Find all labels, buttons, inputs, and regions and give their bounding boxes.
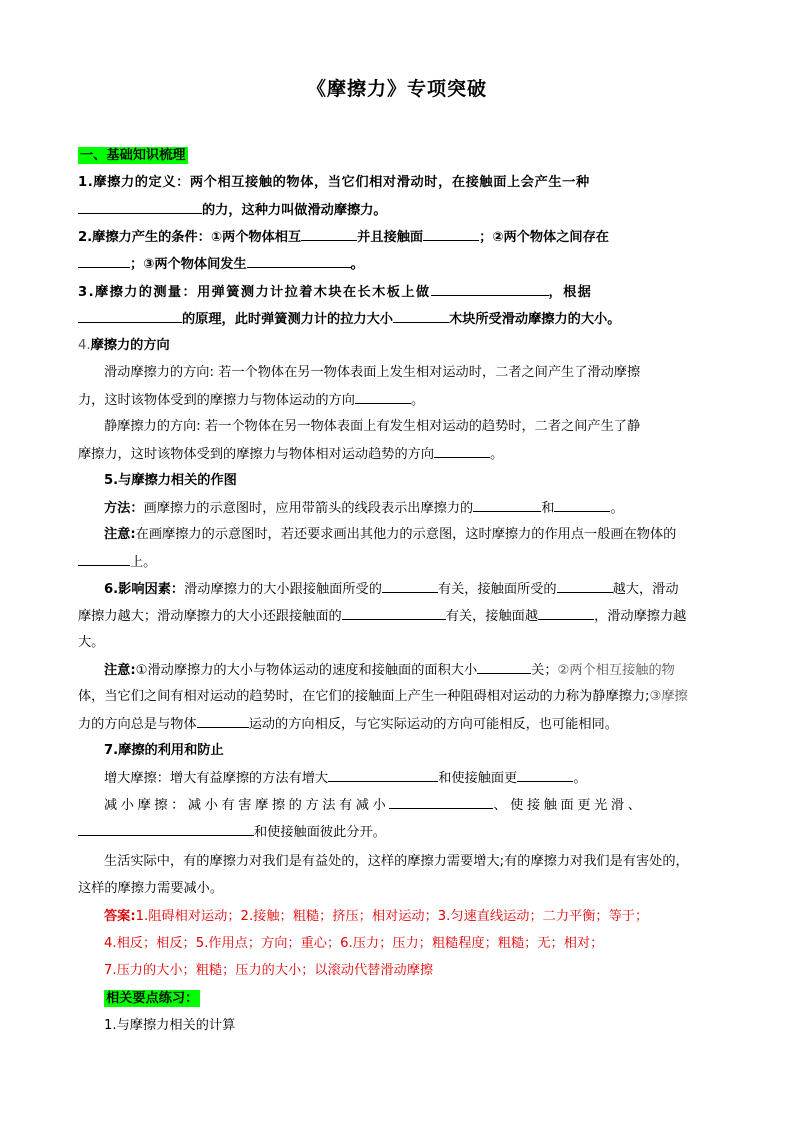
blank <box>477 660 531 674</box>
blank <box>423 227 479 241</box>
item-4-heading: 4.摩擦力的方向 <box>78 338 170 353</box>
blank <box>78 309 182 323</box>
item-7-decrease-line-2: 和使接触面彼此分开。 <box>78 822 718 843</box>
answer-line-2: 4.相反；相反；5.作用点；方向；重心；6.压力；压力；粗糙程度；粗糙；无；相对； <box>104 936 604 951</box>
page-title: 《摩擦力》专项突破 <box>306 78 487 100</box>
blank <box>247 254 351 268</box>
blank <box>342 606 446 620</box>
blank <box>197 714 249 728</box>
blank <box>431 282 549 296</box>
blank <box>389 795 493 809</box>
note-line-2: 体，当它们之间有相对运动的趋势时，在它们的接触面上产生一种阻碍相对运动的力称为静摩擦力;③摩擦 <box>78 689 688 704</box>
item-7-life-line-1: 生活实际中，有的摩擦力对我们是有益处的，这样的摩擦力需要增大;有的摩擦力对我们是有害处的， <box>104 854 689 869</box>
blank <box>78 254 130 268</box>
item-5-heading: 5.与摩擦力相关的作图 <box>104 473 237 488</box>
item-3-line-1: 3.摩擦力的测量：用弹簧测力计拉着木块在长木板上做 ，根据 <box>78 282 718 303</box>
answer-line-3: 7.压力的大小；粗糙；压力的大小；以滚动代替滑动摩擦 <box>104 963 434 978</box>
answer-line-1: 答案:1.阻碍相对运动；2.接触；粗糙；挤压；相对运动；3.匀速直线运动；二力平衡；等于； <box>104 909 649 924</box>
practice-subheading-1: 1.与摩擦力相关的计算 <box>104 1018 236 1033</box>
item-6-line-2: 摩擦力越大；滑动摩擦力的大小还跟接触面的 有关，接触面越 ，滑动摩擦力越 <box>78 606 718 627</box>
item-7-heading: 7.摩擦的利用和防止 <box>104 743 224 758</box>
item-5-note-line-2: 上。 <box>78 552 718 573</box>
blank <box>557 579 613 593</box>
note-line-1: 注意:①滑动摩擦力的大小与物体运动的速度和接触面的面积大小 关；②两个相互接触的物 <box>104 660 718 681</box>
blank <box>393 309 449 323</box>
item-1-line-1: 1.摩擦力的定义：两个相互接触的物体，当它们相对滑动时，在接触面上会产生一种 <box>78 175 590 190</box>
item-6-line-1: 6.影响因素：滑动摩擦力的大小跟接触面所受的 有关，接触面所受的 越大，滑动 <box>104 579 718 600</box>
blank <box>554 498 610 512</box>
item-2-line-1: 2.摩擦力产生的条件：①两个物体相互 并且接触面 ；②两个物体之间存在 <box>78 227 718 248</box>
item-4-static-line-1: 静摩擦力的方向: 若一个物体在另一物体表面上有发生相对运动的趋势时，二者之间产生了静 <box>104 419 641 434</box>
blank <box>78 822 254 836</box>
section-heading-basics: 一、基础知识梳理 <box>80 148 186 163</box>
item-4-sliding-line-1: 滑动摩擦力的方向: 若一个物体在另一物体表面上发生相对运动时，二者之间产生了滑动摩擦 <box>104 365 641 380</box>
blank <box>328 768 438 782</box>
item-7-life-line-2: 这样的摩擦力需要减小。 <box>78 881 224 896</box>
blank <box>301 227 357 241</box>
item-5-note-line-1: 注意:在画摩擦力的示意图时，若还要求画出其他力的示意图，这时摩擦力的作用点一般画在物体的 <box>104 527 677 542</box>
item-7-decrease-line-1: 减小摩擦：减小有害摩擦的方法有减小 、使接触面更光滑、 <box>104 795 718 816</box>
blank <box>538 606 594 620</box>
blank <box>473 498 541 512</box>
item-3-line-2: 的原理，此时弹簧测力计的拉力大小 木块所受滑动摩擦力的大小。 <box>78 309 718 330</box>
item-1-line-2: 的力，这种力叫做滑动摩擦力。 <box>78 200 718 221</box>
item-5-method: 方法：画摩擦力的示意图时，应用带箭头的线段表示出摩擦力的 和 。 <box>104 498 718 519</box>
item-4-sliding-line-2: 力，这时该物体受到的摩擦力与物体运动的方向 。 <box>78 390 718 411</box>
blank <box>382 579 438 593</box>
section-heading-practice: 相关要点练习： <box>106 991 199 1006</box>
item-6-line-3: 大。 <box>78 635 105 650</box>
note-line-3: 力的方向总是与物体 运动的方向相反，与它实际运动的方向可能相反，也可能相同。 <box>78 714 718 735</box>
blank <box>434 444 490 458</box>
blank <box>78 200 202 214</box>
blank <box>78 552 130 566</box>
item-4-static-line-2: 摩擦力，这时该物体受到的摩擦力与物体相对运动趋势的方向 。 <box>78 444 718 465</box>
blank <box>517 768 573 782</box>
item-7-increase: 增大摩擦：增大有益摩擦的方法有增大 和使接触面更 。 <box>104 768 718 789</box>
blank <box>355 390 411 404</box>
item-2-line-2: ；③两个物体间发生 。 <box>78 254 718 275</box>
